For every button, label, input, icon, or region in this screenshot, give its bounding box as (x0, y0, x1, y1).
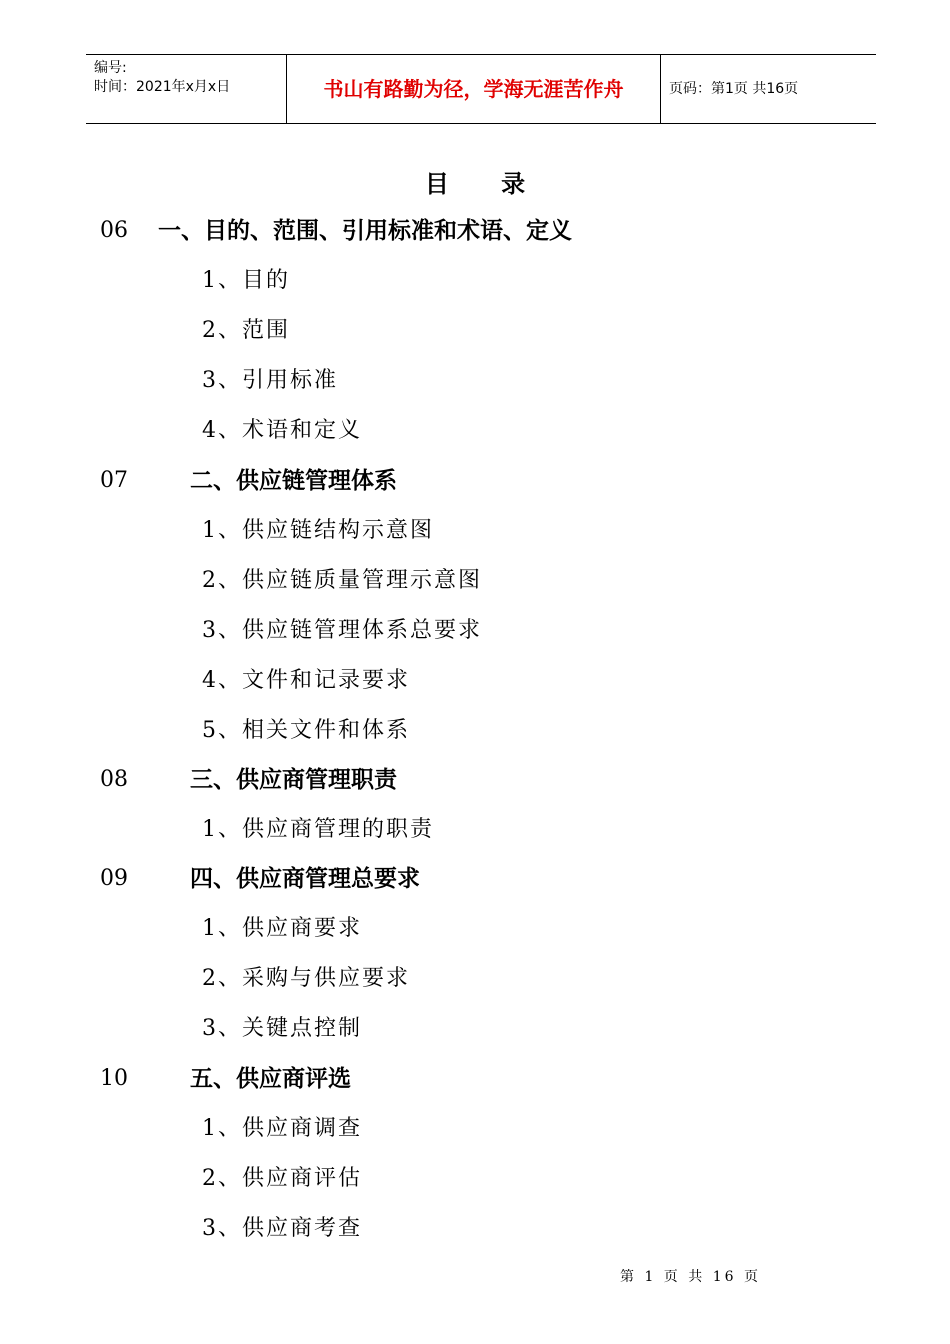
item-label: 4、术语和定义 (202, 418, 362, 443)
item-label: 2、供应链质量管理示意图 (202, 568, 482, 593)
item-label: 2、采购与供应要求 (202, 966, 410, 991)
item-label: 3、引用标准 (202, 368, 338, 393)
page-header (86, 54, 876, 124)
item-label: 1、供应商调查 (202, 1116, 362, 1141)
section-page-number: 08 (100, 767, 128, 792)
number-label: 编号: (94, 60, 127, 76)
item-label: 1、目的 (202, 268, 290, 293)
section-title: 三、供应商管理职责 (190, 766, 397, 793)
time-label: 时间：2021年x月x日 (94, 79, 231, 95)
section-title: 一、目的、范围、引用标准和术语、定义 (158, 217, 572, 244)
item-label: 4、文件和记录要求 (202, 668, 410, 693)
item-label: 2、供应商评估 (202, 1166, 362, 1191)
section-page-number: 07 (100, 468, 128, 493)
item-label: 2、范围 (202, 318, 290, 343)
section-title: 五、供应商评选 (190, 1065, 351, 1092)
item-label: 1、供应链结构示意图 (202, 518, 434, 543)
header-motto: 书山有路勤为径，学海无涯苦作舟 (323, 77, 624, 101)
header-divider (660, 55, 661, 123)
item-label: 5、相关文件和体系 (202, 718, 410, 743)
section-page-number: 09 (100, 866, 128, 891)
header-meta (94, 59, 230, 97)
item-label: 3、供应链管理体系总要求 (202, 618, 482, 643)
item-label: 3、供应商考查 (202, 1216, 362, 1241)
header-page-number: 页码：第1页 共16页 (669, 81, 799, 97)
toc-title: 目 录 (424, 169, 548, 198)
section-title: 四、供应商管理总要求 (190, 865, 420, 892)
page-footer: 第 1 页 共 16 页 (620, 1269, 761, 1285)
section-title: 二、供应链管理体系 (190, 467, 397, 494)
item-label: 1、供应商要求 (202, 916, 362, 941)
section-page-number: 06 (100, 218, 128, 243)
item-label: 3、关键点控制 (202, 1016, 362, 1041)
item-label: 1、供应商管理的职责 (202, 817, 434, 842)
section-page-number: 10 (100, 1066, 128, 1091)
